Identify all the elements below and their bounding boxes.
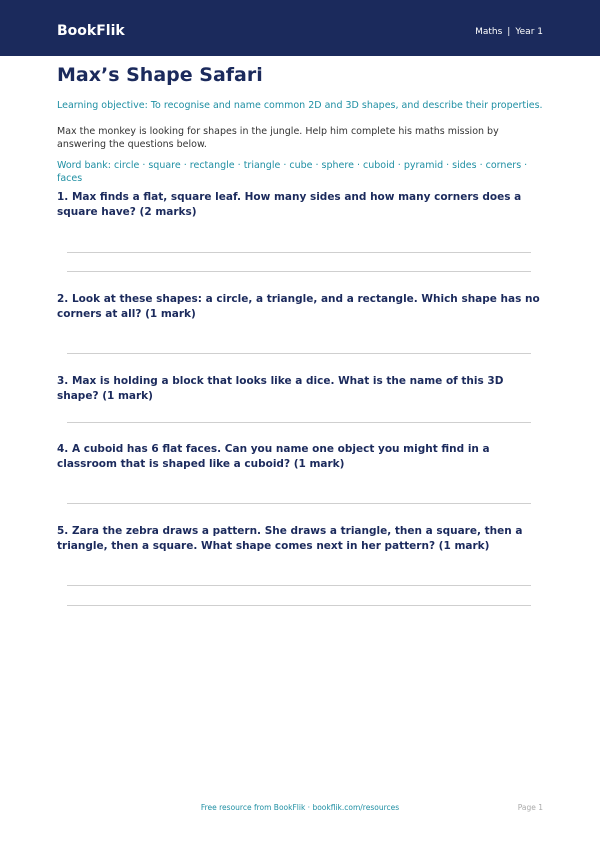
learning-objective: Learning objective: To recognise and name common 2D and 3D shapes, and describe their properties. [57,100,543,111]
intro-text: Max the monkey is looking for shapes in the jungle. Help him complete his maths mission by answering the questions below. [57,126,499,150]
answer-line-5a[interactable] [67,585,531,586]
question-2: 2. Look at these shapes: a circle, a triangle, and a rectangle. Which shape has no corners at all? (1 mark) [57,293,540,320]
answer-line-1b[interactable] [67,271,531,272]
question-1: 1. Max finds a flat, square leaf. How many sides and how many corners does a square have? (2 marks) [57,191,522,218]
year-label: Year 1 [515,27,543,37]
answer-line-4[interactable] [67,503,531,504]
subject-label: Maths [475,27,503,37]
page-number: Page 1 [517,803,543,812]
question-3: 3. Max is holding a block that looks like a dice. What is the name of this 3D shape? (1 mark) [57,375,504,402]
footer-link[interactable]: Free resource from BookFlik · bookflik.com/resources [200,803,400,812]
page-title: Max’s Shape Safari [57,64,263,86]
brand-logo[interactable]: BookFlik [57,23,125,39]
question-5: 5. Zara the zebra draws a pattern. She draws a triangle, then a square, then a triangle, then a square. What shape comes next in her pattern? (1 mark) [57,525,523,552]
header-bar [0,0,600,56]
answer-line-1a[interactable] [67,252,531,253]
answer-line-2[interactable] [67,353,531,354]
answer-line-5b[interactable] [67,605,531,606]
subject-year-label [475,27,543,37]
answer-line-3[interactable] [67,422,531,423]
meta-separator: | [507,27,511,37]
question-4: 4. A cuboid has 6 flat faces. Can you name one object you might find in a classroom that is shaped like a cuboid? (1 mark) [57,443,490,470]
word-bank: Word bank: circle · square · rectangle · triangle · cube · sphere · cuboid · pyramid · sides · corners · faces [57,160,528,184]
